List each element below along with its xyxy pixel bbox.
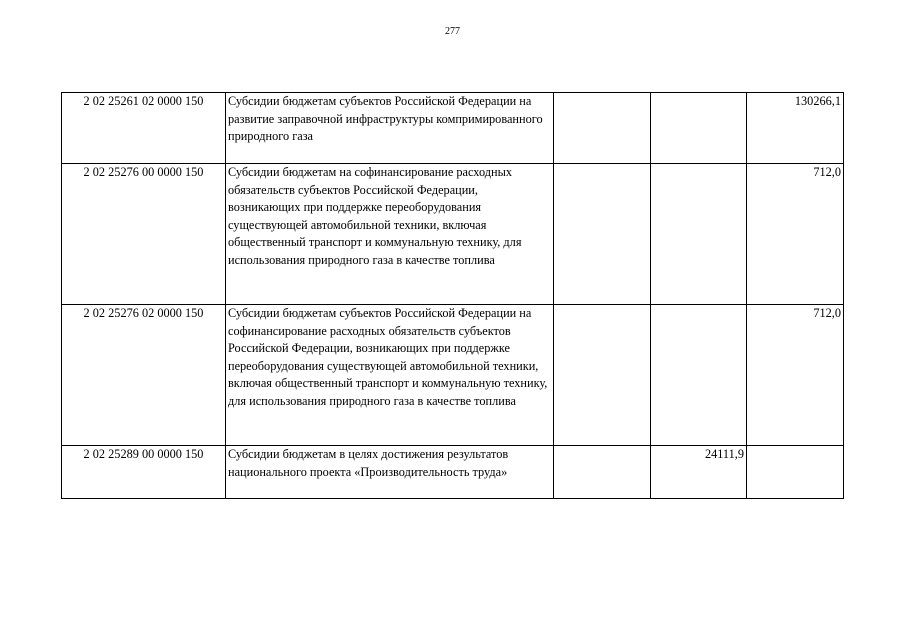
amount-cell-col1 <box>554 305 651 446</box>
revenue-code-cell: 2 02 25261 02 0000 150 <box>62 93 226 164</box>
amount-cell-col2 <box>651 164 747 305</box>
description-cell: Субсидии бюджетам субъектов Российской Федерации на развитие заправочной инфраструктуры компримированного природного газа <box>226 93 554 164</box>
table-row <box>62 164 844 305</box>
revenue-code-cell: 2 02 25276 00 0000 150 <box>62 164 226 305</box>
amount-cell-col3 <box>747 446 844 499</box>
amount-cell-col3: 712,0 <box>747 164 844 305</box>
table-row <box>62 446 844 499</box>
revenue-code-cell: 2 02 25276 02 0000 150 <box>62 305 226 446</box>
description-cell: Субсидии бюджетам субъектов Российской Федерации на софинансирование расходных обязательств субъектов Российской Федерации, возникающих при поддержке переоборудования существующей автомобильной техники, включая общественный транспорт и коммунальную технику, для использования природного газа в качестве топлива <box>226 305 554 446</box>
description-cell: Субсидии бюджетам на софинансирование расходных обязательств субъектов Российской Федерации, возникающих при поддержке переоборудования существующей автомобильной техники, включая общественный транспорт и коммунальную технику, для использования природного газа в качестве топлива <box>226 164 554 305</box>
page-number: 277 <box>445 26 460 37</box>
amount-cell-col1 <box>554 164 651 305</box>
amount-cell-col2 <box>651 305 747 446</box>
amount-cell-col1 <box>554 93 651 164</box>
description-cell: Субсидии бюджетам в целях достижения результатов национального проекта «Производительность труда» <box>226 446 554 499</box>
amount-cell-col3: 712,0 <box>747 305 844 446</box>
amount-cell-col2 <box>651 93 747 164</box>
amount-cell-col3: 130266,1 <box>747 93 844 164</box>
amount-cell-col1 <box>554 446 651 499</box>
table-row <box>62 305 844 446</box>
table-row <box>62 93 844 164</box>
budget-revenue-table <box>61 92 844 499</box>
revenue-code-cell: 2 02 25289 00 0000 150 <box>62 446 226 499</box>
amount-cell-col2: 24111,9 <box>651 446 747 499</box>
